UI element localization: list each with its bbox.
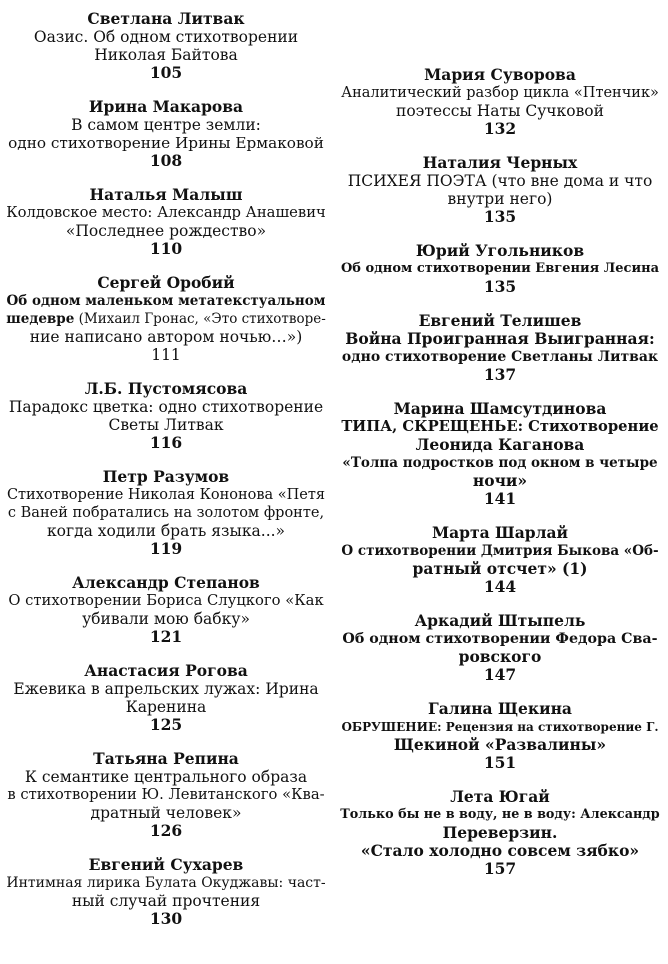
toc-entry	[340, 242, 660, 296]
toc-entry	[6, 98, 326, 170]
entry-title-line: Война Проигранная Выигранная:	[345, 329, 655, 348]
entry-page-number: 105	[149, 63, 183, 82]
entry-title-line: ТИПА, СКРЕЩЕНЬЕ: Стихотворение	[341, 418, 659, 435]
entry-title-line: К семантике центрального образа	[24, 768, 308, 786]
entry-title-line: Каренина	[125, 698, 207, 716]
entry-title-line: Щекиной «Развалины»	[393, 735, 607, 754]
entry-author: Марта Шарлай	[431, 523, 569, 542]
entry-author: Л.Б. Пустомясова	[84, 379, 248, 398]
entry-author: Галина Щекина	[428, 699, 572, 718]
entry-title-line: «Толпа подростков под окном в четыре	[342, 455, 658, 471]
entry-title-line: в стихотворении Ю. Левитанского «Ква-	[7, 786, 325, 803]
toc-left-column	[6, 10, 326, 944]
entry-title-line: Колдовское место: Александр Анашевич	[6, 204, 326, 221]
entry-title-line: Парадокс цветка: одно стихотворение	[8, 398, 324, 416]
entry-author: Мария Суворова	[424, 65, 576, 84]
entry-author: Светлана Литвак	[87, 9, 245, 28]
toc-entry	[6, 662, 326, 734]
entry-title-line: Об одном маленьком метатекстуальном	[6, 293, 326, 309]
entry-author: Ирина Макарова	[88, 97, 244, 116]
toc-entry	[6, 574, 326, 646]
entry-title-line: Об одном стихотворении Федора Сва-	[342, 631, 658, 647]
entry-page-number: 111	[151, 346, 181, 364]
entry-title-line: поэтессы Наты Сучковой	[396, 102, 604, 120]
entry-page-number: 108	[149, 151, 183, 170]
entry-author: Юрий Угольников	[415, 241, 585, 260]
toc-entry	[340, 400, 660, 508]
entry-page-number: 151	[483, 753, 517, 772]
toc-entry	[6, 856, 326, 928]
toc-entry	[6, 468, 326, 558]
entry-title-line: Светы Литвак	[108, 416, 224, 434]
entry-page-number: 157	[483, 859, 517, 878]
toc-entry	[340, 788, 660, 878]
entry-page-number: 119	[149, 539, 183, 558]
entry-title-line: ровского	[458, 647, 542, 666]
entry-page-number: 126	[149, 821, 183, 840]
entry-author: Анастасия Рогова	[84, 661, 248, 680]
entry-page-number: 144	[483, 577, 517, 596]
entry-title-bold: шедевре	[6, 311, 75, 327]
entry-title-line: О стихотворении Дмитрия Быкова «Об-	[341, 543, 659, 559]
entry-title-line: Стихотворение Николая Кононова «Петя	[6, 487, 326, 503]
toc-entry	[6, 380, 326, 452]
entry-title-rest: (Михаил Гронас, «Это стихотворе-	[74, 311, 326, 327]
entry-author: Аркадий Штыпель	[414, 611, 586, 630]
entry-title-line: ночи»	[472, 471, 528, 490]
entry-title-line: Николая Байтова	[94, 46, 238, 64]
entry-title-line: Переверзин.	[442, 823, 558, 842]
toc-right-column	[340, 66, 660, 894]
entry-author: Евгений Сухарев	[88, 855, 244, 874]
entry-page-number: 121	[149, 627, 183, 646]
entry-title-line: ный случай прочтения	[71, 892, 261, 910]
toc-entry	[340, 312, 660, 384]
entry-author: Евгений Телишев	[418, 311, 582, 330]
entry-page-number: 132	[483, 119, 517, 138]
toc-entry	[6, 274, 326, 364]
entry-page-number: 110	[149, 239, 183, 258]
entry-title-line: Только бы не в воду, не в воду: Александр	[340, 807, 660, 822]
entry-title-line: «Последнее рождество»	[65, 222, 267, 240]
entry-title-line: ние написано автором ночью…»)	[29, 328, 303, 346]
entry-page-number: 135	[483, 277, 517, 296]
entry-title-line: ОБРУШЕНИЕ: Рецензия на стихотворение Г.	[341, 720, 659, 734]
entry-title-line: одно стихотворение Ирины Ермаковой	[8, 134, 324, 152]
entry-author: Лета Югай	[450, 787, 550, 806]
entry-title-line: «Стало холодно совсем зябко»	[360, 841, 640, 860]
entry-title-line: ратный отсчет» (1)	[412, 559, 588, 578]
entry-title-line: Аналитический разбор цикла «Птенчик»	[341, 85, 659, 101]
entry-page-number: 125	[149, 715, 183, 734]
entry-title-line: Оазис. Об одном стихотворении	[33, 28, 299, 46]
toc-entry	[340, 524, 660, 596]
entry-page-number: 147	[483, 665, 517, 684]
toc-entry	[340, 154, 660, 226]
entry-page-number: 135	[483, 207, 517, 226]
entry-title-line: когда ходили брать языка...»	[46, 522, 286, 540]
entry-page-number: 141	[483, 489, 517, 508]
entry-author: Марина Шамсутдинова	[393, 399, 607, 418]
entry-title-line	[6, 310, 326, 328]
entry-page-number: 116	[149, 433, 183, 452]
entry-page-number: 130	[149, 909, 183, 928]
entry-title-line: Интимная лирика Булата Окуджавы: част-	[6, 875, 326, 891]
entry-author: Петр Разумов	[102, 467, 230, 486]
entry-title-line: Ежевика в апрельских лужах: Ирина	[13, 680, 319, 698]
entry-author: Сергей Оробий	[97, 273, 235, 292]
entry-title-line: ПСИХЕЯ ПОЭТА (что вне дома и что	[347, 172, 653, 190]
entry-title-line: с Ваней побратались на золотом фронте,	[7, 505, 325, 521]
entry-title-line: В самом центре земли:	[71, 116, 261, 134]
toc-entry	[6, 10, 326, 82]
entry-title-line: одно стихотворение Светланы Литвак	[341, 349, 659, 365]
entry-title-line: Об одном стихотворении Евгения Лесина	[340, 261, 660, 276]
entry-author: Наталья Малыш	[89, 185, 243, 204]
entry-author: Наталия Черных	[422, 153, 578, 172]
entry-page-number: 137	[483, 365, 517, 384]
entry-author: Александр Степанов	[72, 573, 260, 592]
entry-title-line: дратный человек»	[90, 804, 242, 822]
entry-title-line: внутри него)	[447, 190, 553, 208]
toc-entry	[6, 750, 326, 840]
toc-entry	[6, 186, 326, 258]
entry-title-line: О стихотворении Бориса Слуцкого «Как	[8, 592, 324, 609]
entry-title-line: Леонида Каганова	[415, 435, 585, 454]
toc-entry	[340, 612, 660, 684]
toc-entry	[340, 66, 660, 138]
toc-entry	[340, 700, 660, 772]
entry-title-line: убивали мою бабку»	[82, 610, 250, 628]
entry-author: Татьяна Репина	[93, 749, 239, 768]
